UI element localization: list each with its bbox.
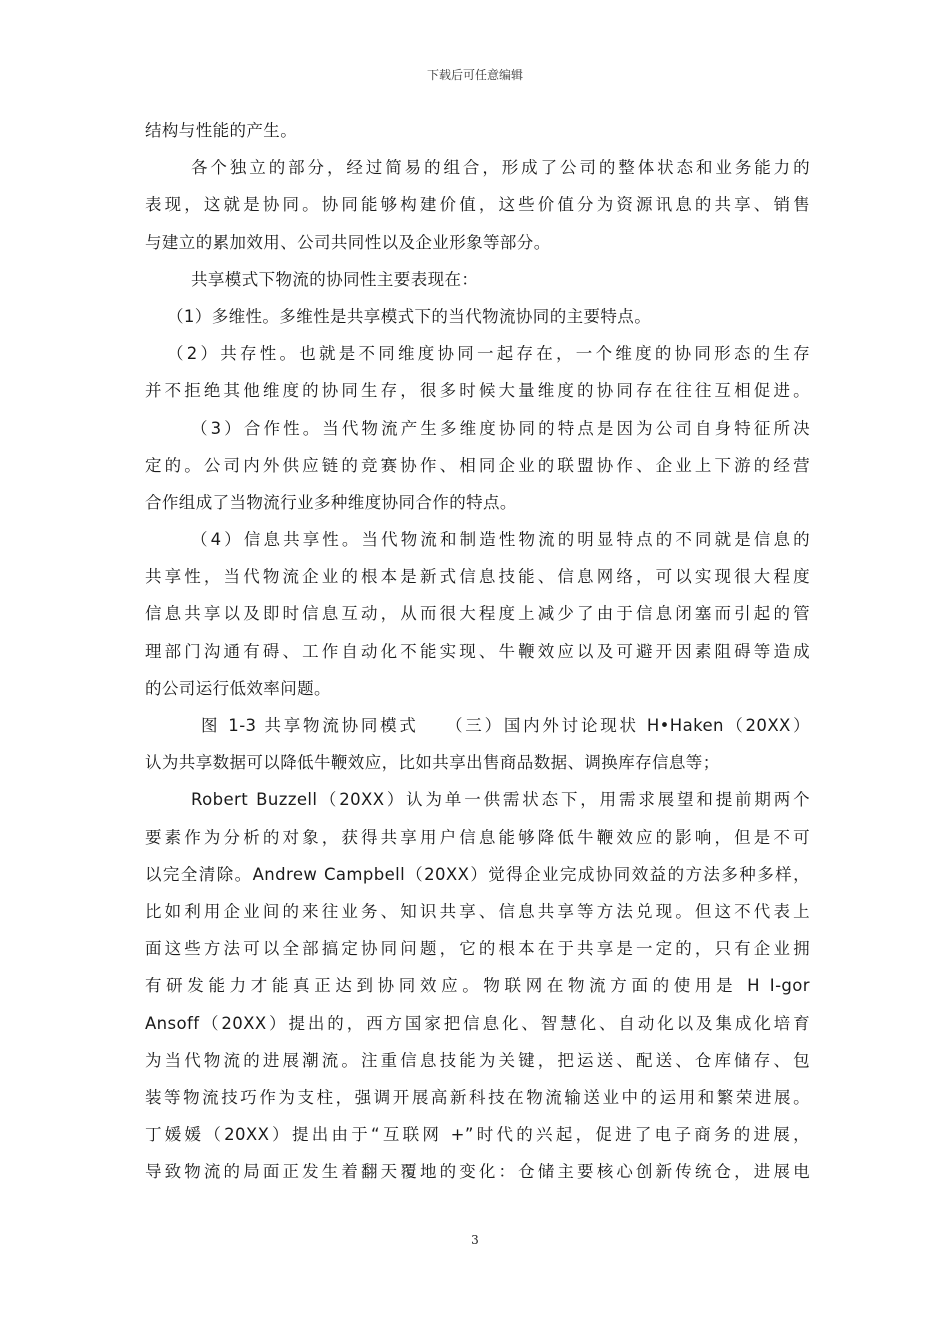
page-header: 下载后可任意编辑 <box>426 68 523 82</box>
text-line: 共享性，当代物流企业的根本是新式信息技能、信息网络，可以实现很大程度 <box>145 567 810 587</box>
text-line: 信息共享以及即时信息互动，从而很大程度上减少了由于信息闭塞而引起的管 <box>145 604 810 624</box>
text-line: 以完全清除。Andrew Campbell（20XX）觉得企业完成协同效益的方法多种多样， <box>145 864 810 884</box>
text-line: Robert Buzzell（20XX）认为单一供需状态下，用需求展望和提前期两个 <box>191 790 810 810</box>
text-line: 图 1-3 共享物流协同模式 （三）国内外讨论现状 H•Haken（20XX） <box>201 716 810 735</box>
text-line: 理部门沟通有碍、工作自动化不能实现、牛鞭效应以及可避开因素阻碍等造成 <box>145 641 810 661</box>
text-line: 的公司运行低效率问题。 <box>145 678 331 698</box>
page-number: 3 <box>471 1233 479 1247</box>
text-line: 与建立的累加效用、公司共同性以及企业形象等部分。 <box>145 232 551 252</box>
text-line: 共享模式下物流的协同性主要表现在： <box>191 269 479 289</box>
text-line: 各个独立的部分，经过简易的组合，形成了公司的整体状态和业务能力的 <box>191 158 810 178</box>
text-line: 装等物流技巧作为支柱，强调开展高新科技在物流输送业中的运用和繁荣进展。 <box>145 1087 810 1107</box>
text-line: 定的。公司内外供应链的竞赛协作、相同企业的联盟协作、企业上下游的经营 <box>145 455 810 475</box>
body-text <box>145 112 810 1190</box>
text-line: 表现，这就是协同。协同能够构建价值，这些价值分为资源讯息的共享、销售 <box>145 195 810 215</box>
text-line: 并不拒绝其他维度的协同生存，很多时候大量维度的协同存在往往互相促进。 <box>145 381 810 401</box>
text-line: （1）多维性。多维性是共享模式下的当代物流协同的主要特点。 <box>167 306 652 326</box>
text-line: （2）共存性。也就是不同维度协同一起存在，一个维度的协同形态的生存 <box>167 344 810 364</box>
text-line: 比如利用企业间的来往业务、知识共享、信息共享等方法兑现。但这不代表上 <box>145 901 810 921</box>
text-line: 要素作为分析的对象，获得共享用户信息能够降低牛鞭效应的影响，但是不可 <box>145 827 810 847</box>
text-line: （3）合作性。当代物流产生多维度协同的特点是因为公司自身特征所决 <box>191 418 810 438</box>
text-line: 结构与性能的产生。 <box>145 121 298 140</box>
text-line: 有研发能力才能真正达到协同效应。物联网在物流方面的使用是 H I-gor <box>145 976 810 996</box>
text-line: 丁媛媛（20XX）提出由于“互联网 +”时代的兴起，促进了电子商务的进展， <box>145 1125 810 1145</box>
text-line: 认为共享数据可以降低牛鞭效应，比如共享出售商品数据、调换库存信息等； <box>145 753 720 773</box>
text-line: 导致物流的局面正发生着翻天覆地的变化：仓储主要核心创新传统仓，进展电 <box>145 1162 810 1182</box>
text-line: （4）信息共享性。当代物流和制造性物流的明显特点的不同就是信息的 <box>191 530 810 550</box>
text-line: Ansoff（20XX）提出的，西方国家把信息化、智慧化、自动化以及集成化培育 <box>145 1013 810 1033</box>
text-line: 为当代物流的进展潮流。注重信息技能为关键，把运送、配送、仓库储存、包 <box>145 1050 810 1070</box>
text-line: 面这些方法可以全部搞定协同问题，它的根本在于共享是一定的，只有企业拥 <box>145 939 810 959</box>
text-line: 合作组成了当物流行业多种维度协同合作的特点。 <box>145 492 517 512</box>
